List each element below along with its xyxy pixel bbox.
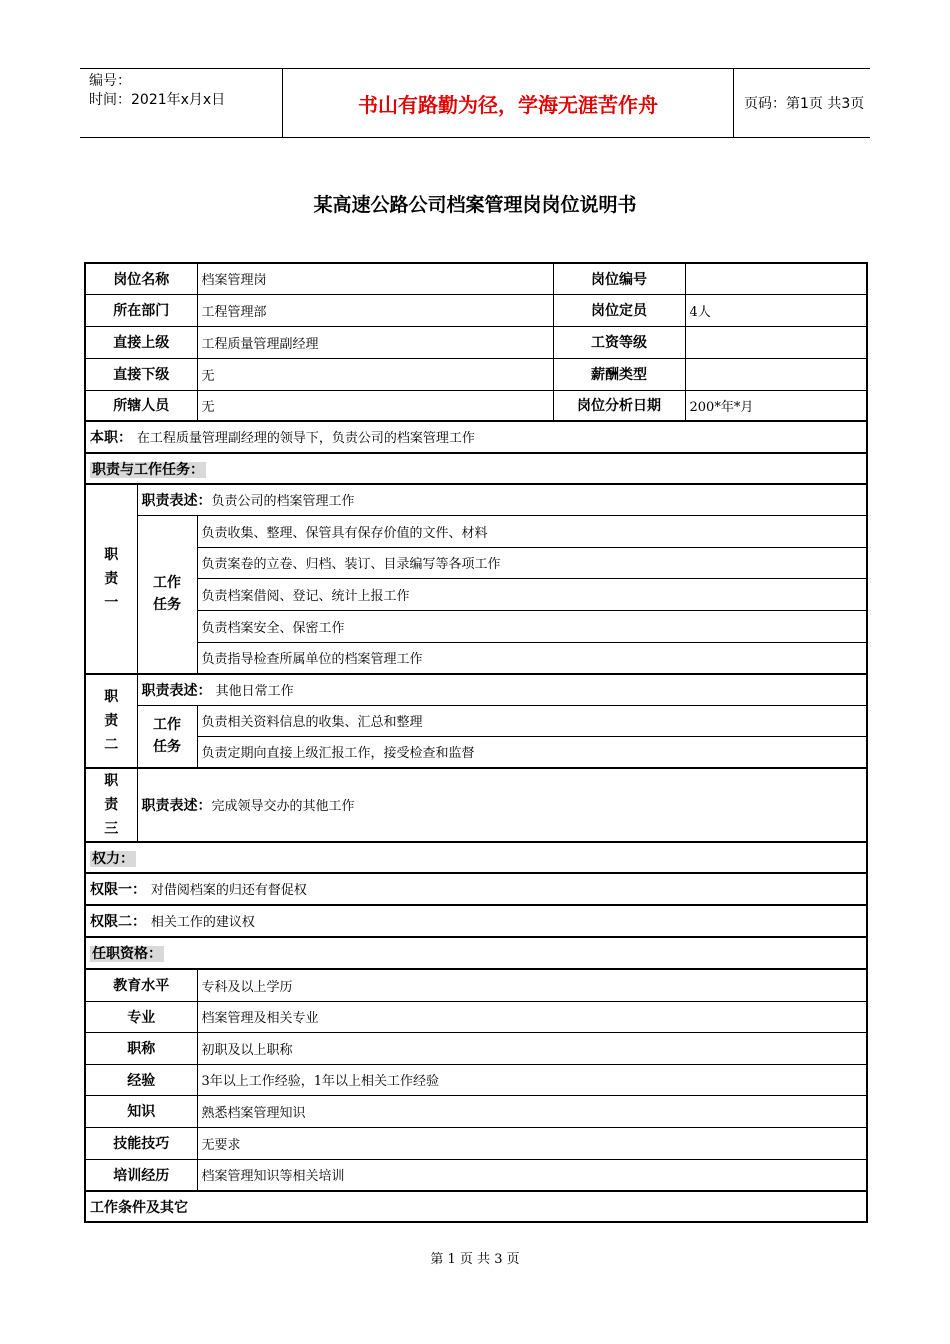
info-label: 工资等级 bbox=[553, 326, 685, 358]
document-title: 某高速公路公司档案管理岗岗位说明书 bbox=[313, 194, 637, 216]
qualification-label: 知识 bbox=[85, 1095, 197, 1127]
powers-header: 权力： bbox=[92, 850, 134, 867]
info-label: 所在部门 bbox=[85, 294, 197, 326]
duties-header: 职责与工作任务： bbox=[92, 461, 204, 478]
qualifications-header: 任职资格： bbox=[92, 946, 162, 962]
info-label: 岗位定员 bbox=[553, 294, 685, 326]
duty-desc-label: 职责表述： bbox=[141, 492, 212, 509]
info-value bbox=[685, 358, 867, 390]
qualification-value: 熟悉档案管理知识 bbox=[197, 1095, 867, 1127]
info-label: 岗位名称 bbox=[85, 263, 197, 294]
qualification-value: 档案管理知识等相关培训 bbox=[197, 1159, 867, 1191]
qualification-value: 3年以上工作经验，1年以上相关工作经验 bbox=[197, 1064, 867, 1095]
summary-row bbox=[85, 421, 867, 453]
power-label: 权限一： bbox=[90, 882, 146, 898]
info-value: 工程质量管理副经理 bbox=[197, 326, 553, 358]
info-row bbox=[85, 294, 867, 326]
qualification-value: 档案管理及相关专业 bbox=[197, 1001, 867, 1032]
duty-row bbox=[85, 768, 867, 842]
duty-row bbox=[85, 484, 867, 515]
qualification-label: 职称 bbox=[85, 1032, 197, 1064]
qualification-label: 经验 bbox=[85, 1064, 197, 1095]
power-row bbox=[85, 873, 867, 905]
qualification-value: 无要求 bbox=[197, 1127, 867, 1159]
task-row bbox=[85, 515, 867, 547]
task-row bbox=[85, 736, 867, 768]
page-footer: 第 1 页 共 3 页 bbox=[430, 1252, 520, 1267]
job-description-table bbox=[84, 262, 868, 1223]
duty-row bbox=[85, 674, 867, 705]
task-item: 负责指导检查所属单位的档案管理工作 bbox=[197, 642, 867, 674]
date-label: 时间：2021年x月x日 bbox=[89, 92, 226, 108]
info-value: 无 bbox=[197, 358, 553, 390]
info-label: 直接下级 bbox=[85, 358, 197, 390]
task-item: 负责定期向直接上级汇报工作，接受检查和监督 bbox=[197, 736, 867, 768]
page-number: 页码：第1页 共3页 bbox=[744, 96, 865, 112]
task-row bbox=[85, 578, 867, 610]
info-label: 岗位编号 bbox=[553, 263, 685, 294]
qualification-row bbox=[85, 1127, 867, 1159]
task-item: 负责案卷的立卷、归档、装订、目录编写等各项工作 bbox=[197, 547, 867, 578]
powers-header-row bbox=[85, 842, 867, 873]
number-label: 编号： bbox=[89, 73, 131, 89]
info-value bbox=[685, 326, 867, 358]
task-row bbox=[85, 705, 867, 736]
task-row bbox=[85, 547, 867, 578]
qualification-label: 教育水平 bbox=[85, 969, 197, 1001]
summary-label: 本职： bbox=[90, 430, 132, 446]
motto: 书山有路勤为径，学海无涯苦作舟 bbox=[282, 69, 734, 137]
summary-text: 在工程质量管理副经理的领导下，负责公司的档案管理工作 bbox=[136, 431, 475, 446]
qualifications-header-row bbox=[85, 937, 867, 969]
qualification-value: 专科及以上学历 bbox=[197, 969, 867, 1001]
qualification-label: 培训经历 bbox=[85, 1159, 197, 1191]
duty-desc-label: 职责表述： bbox=[141, 682, 212, 699]
info-value: 工程管理部 bbox=[197, 294, 553, 326]
info-label: 直接上级 bbox=[85, 326, 197, 358]
conditions-header: 工作条件及其它 bbox=[85, 1191, 867, 1222]
duty-3-desc: 完成领导交办的其他工作 bbox=[211, 799, 355, 814]
qualification-row bbox=[85, 1001, 867, 1032]
qualification-row bbox=[85, 1095, 867, 1127]
conditions-header-row bbox=[85, 1191, 867, 1222]
page-header bbox=[80, 68, 870, 138]
duty-2-desc: 其他日常工作 bbox=[211, 683, 294, 699]
power-text: 对借阅档案的归还有督促权 bbox=[150, 883, 307, 898]
info-value bbox=[685, 263, 867, 294]
info-row bbox=[85, 326, 867, 358]
duty-1-label: 职 责 一 bbox=[85, 484, 137, 674]
power-row bbox=[85, 905, 867, 937]
info-value: 200*年*月 bbox=[685, 390, 867, 421]
task-item: 负责相关资料信息的收集、汇总和整理 bbox=[197, 705, 867, 736]
info-row bbox=[85, 390, 867, 421]
duty-3-label: 职 责 三 bbox=[85, 768, 137, 842]
task-row bbox=[85, 610, 867, 642]
info-label: 薪酬类型 bbox=[553, 358, 685, 390]
qualification-row bbox=[85, 1064, 867, 1095]
info-row bbox=[85, 263, 867, 294]
task-item: 负责档案借阅、登记、统计上报工作 bbox=[197, 578, 867, 610]
qualification-row bbox=[85, 1032, 867, 1064]
info-label: 岗位分析日期 bbox=[553, 390, 685, 421]
qualification-label: 技能技巧 bbox=[85, 1127, 197, 1159]
qualification-value: 初职及以上职称 bbox=[197, 1032, 867, 1064]
task-item: 负责档案安全、保密工作 bbox=[197, 610, 867, 642]
info-value: 无 bbox=[197, 390, 553, 421]
power-text: 相关工作的建议权 bbox=[150, 915, 255, 930]
duty-2-label: 职 责 二 bbox=[85, 674, 137, 768]
task-item: 负责收集、整理、保管具有保存价值的文件、材料 bbox=[197, 515, 867, 547]
info-row bbox=[85, 358, 867, 390]
task-row bbox=[85, 642, 867, 674]
header-meta bbox=[80, 69, 282, 137]
info-value: 4人 bbox=[685, 294, 867, 326]
duty-1-task-label: 工作 任务 bbox=[137, 515, 197, 674]
duties-header-row bbox=[85, 453, 867, 484]
info-label: 所辖人员 bbox=[85, 390, 197, 421]
duty-2-task-label: 工作 任务 bbox=[137, 705, 197, 768]
info-value: 档案管理岗 bbox=[197, 263, 553, 294]
qualification-label: 专业 bbox=[85, 1001, 197, 1032]
qualification-row bbox=[85, 969, 867, 1001]
qualification-row bbox=[85, 1159, 867, 1191]
duty-desc-label: 职责表述： bbox=[141, 798, 212, 814]
power-label: 权限二： bbox=[90, 914, 146, 930]
duty-1-desc: 负责公司的档案管理工作 bbox=[211, 493, 355, 509]
